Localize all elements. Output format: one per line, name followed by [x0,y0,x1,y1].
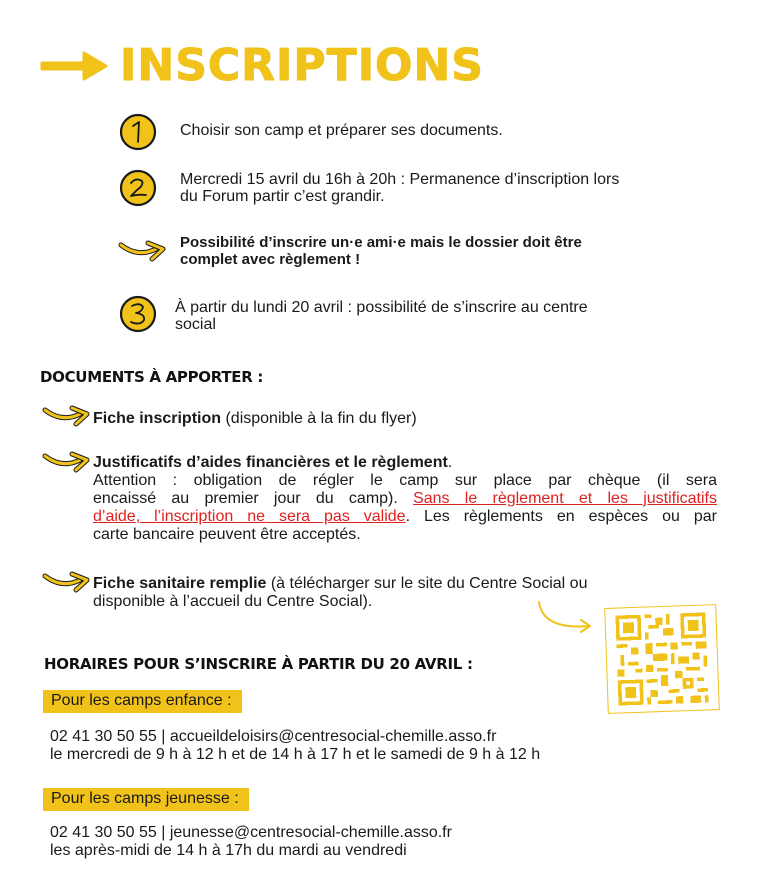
number-two-icon [118,168,158,208]
curved-arrow-icon [42,450,92,474]
curved-arrow-icon [42,570,92,594]
enfance-contact: 02 41 30 50 55 | accueildeloisirs@centresocial-chemille.asso.fr le mercredi de 9 h à 12 h et de 14 h à 17 h et le samedi de 9 h à 12 h [50,728,541,763]
page-title: INSCRIPTIONS [120,40,484,91]
document-item-justificatifs: Justificatifs d’aides financières et le règlement. Attention : obligation de régler le camp sur place par chèque (il sera encaissé au premier jour du camp). Sans le règlement et les justificatifs d’aide, l’inscription ne sera pas valide. Les règlements en espèces ou par carte bancaire peuvent être acceptés. [93,454,718,543]
documents-heading: DOCUMENTS À APPORTER : [40,368,264,386]
document-item-inscription: Fiche inscription (disponible à la fin du flyer) [93,410,417,427]
step-3-text: À partir du lundi 20 avril : possibilité de s’inscrire au centre social [175,299,588,333]
jeunesse-label: Pour les camps jeunesse : [43,788,249,811]
number-one-icon [118,112,158,152]
curved-arrow-icon [42,404,92,428]
jeunesse-contact: 02 41 30 50 55 | jeunesse@centresocial-chemille.asso.fr les après-midi de 14 h à 17h du mardi au vendredi [50,824,452,859]
step-1-text: Choisir son camp et préparer ses documents. [180,122,503,139]
number-three-icon [118,294,158,334]
arrow-right-icon [40,50,108,82]
qr-code-icon [612,612,711,705]
warning-text: d’aide, l’inscription ne sera pas valide [93,508,406,525]
horaires-heading: HORAIRES POUR S’INSCRIRE À PARTIR DU 20 AVRIL : [44,655,473,673]
pointer-arrow-icon [535,600,595,640]
step-2-text: Mercredi 15 avril du 16h à 20h : Permanence d’inscription lors du Forum partir c’est grandir. [180,171,620,205]
qr-code[interactable] [604,604,720,714]
tip-text: Possibilité d’inscrire un·e ami·e mais le dossier doit être complet avec règlement ! [180,234,582,268]
enfance-label: Pour les camps enfance : [43,690,242,713]
document-item-sanitaire: Fiche sanitaire remplie (à télécharger sur le site du Centre Social ou disponible à l’accueil du Centre Social). [93,575,588,610]
curved-arrow-icon [118,238,168,264]
warning-text: Sans le règlement et les justificatifs [413,490,718,507]
